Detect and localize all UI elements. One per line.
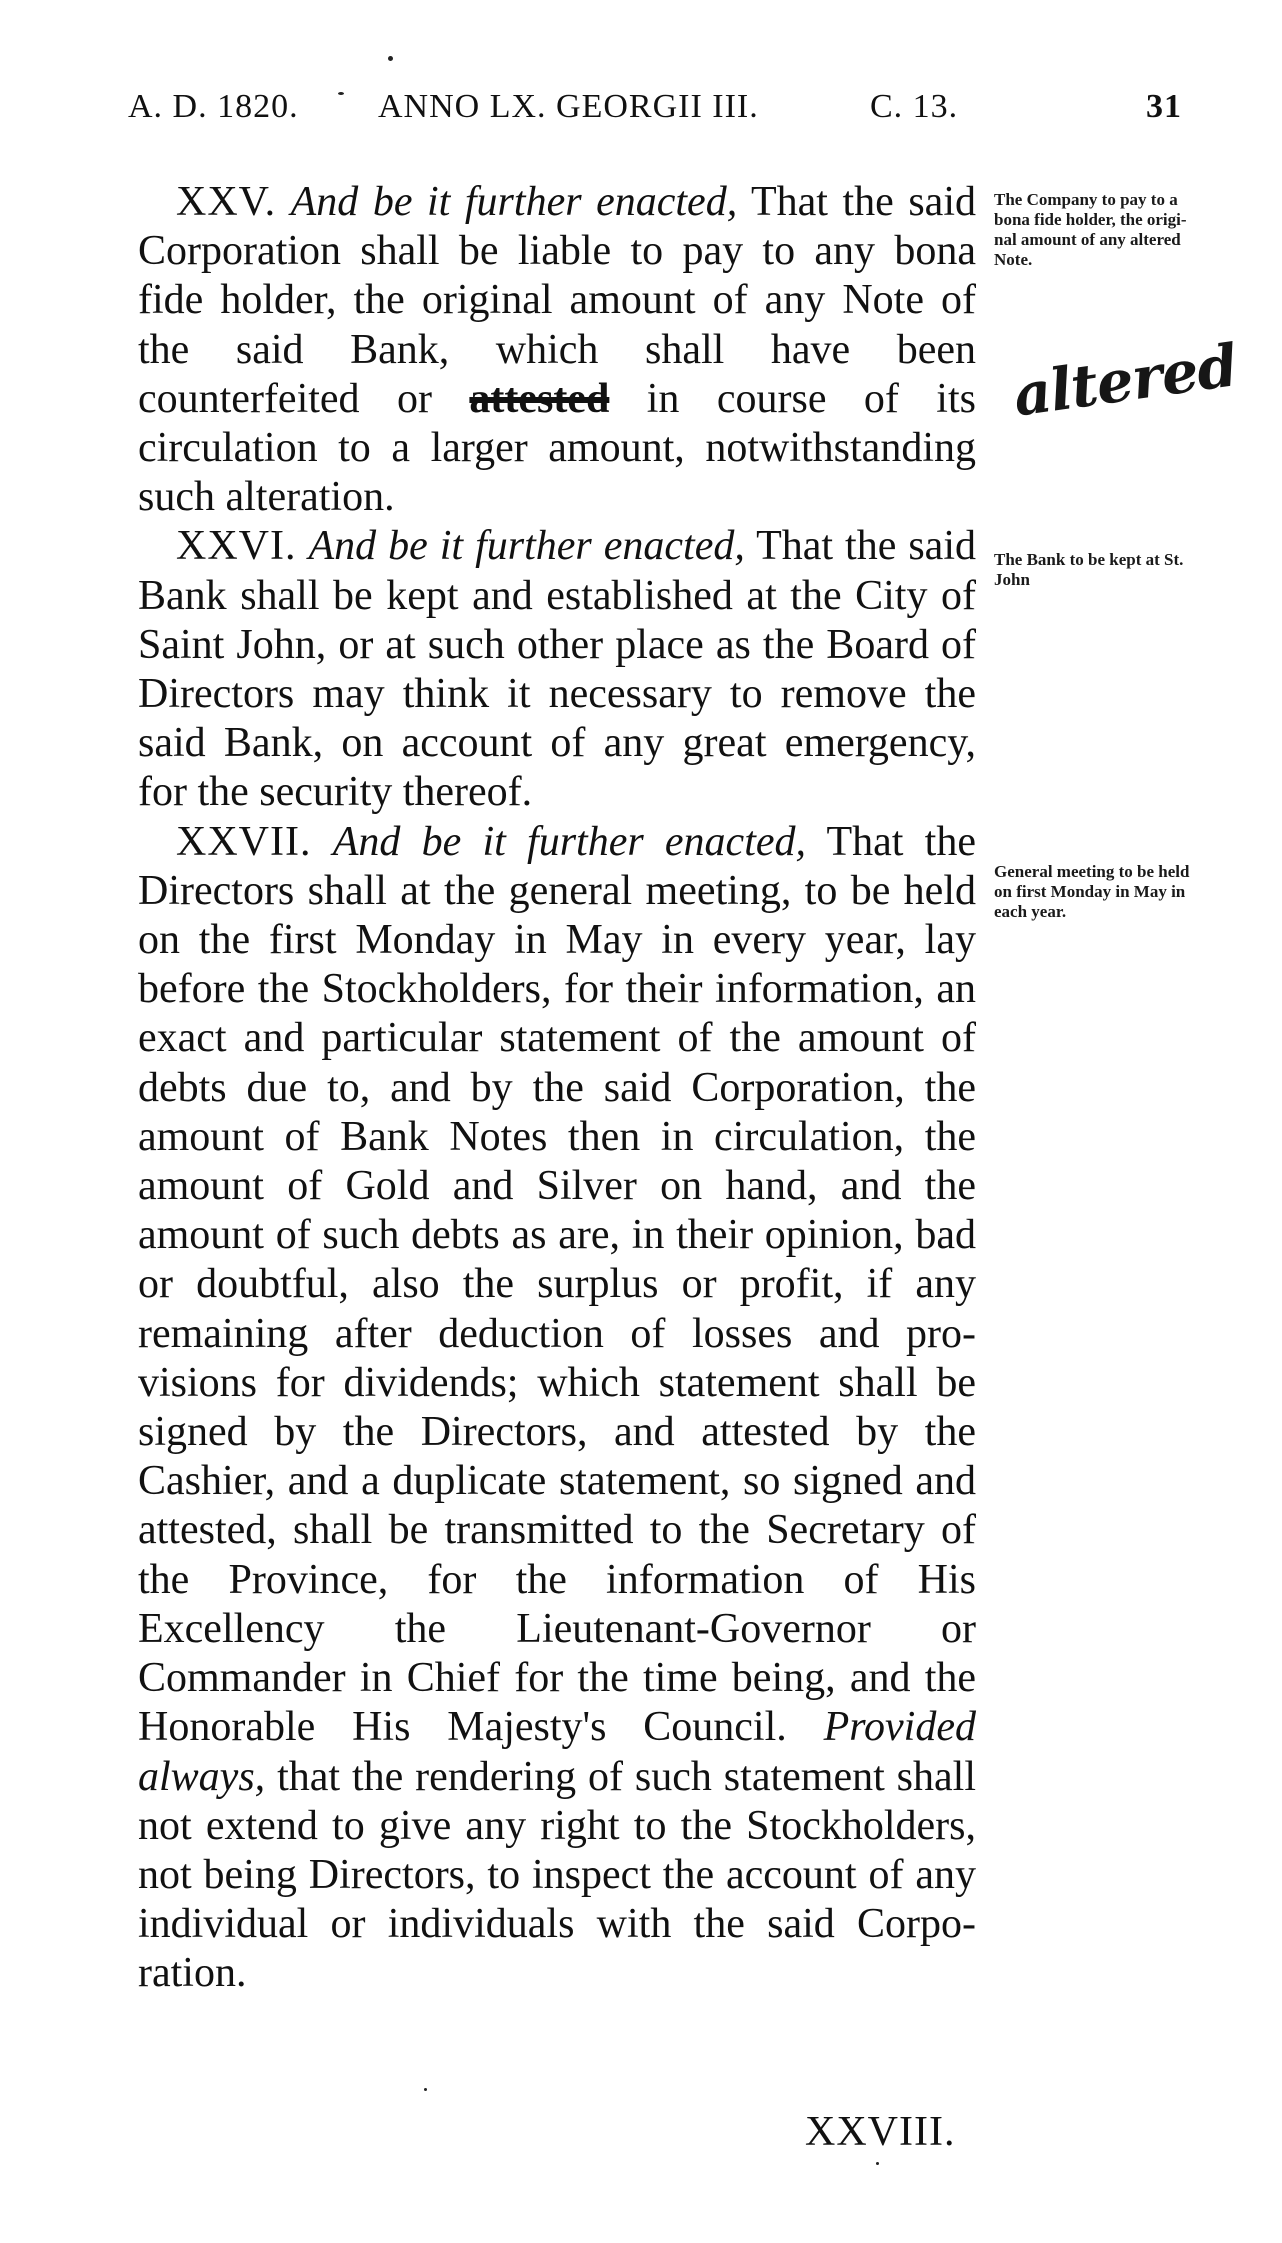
section-text: That the said Bank shall be kept and established at the City of Saint John, or at such other place as the Board of Directors may think it necessary to remove the said Bank, on account of any great emergency, for the security thereof. xyxy=(138,523,976,816)
header-chapter: C. 13. xyxy=(870,88,959,125)
section-number: XXV. xyxy=(176,179,277,225)
struck-word: attested xyxy=(469,375,610,422)
section-text-continued: in course of its circulation to a larger amount, notwithstanding such alteration. xyxy=(138,375,976,521)
marginal-note-section-27: General meeting to be held on first Monday in May in each year. xyxy=(994,862,1190,921)
section-25 xyxy=(138,178,976,522)
header-year: A. D. 1820. xyxy=(128,88,299,125)
enacting-clause: And be it further enacted, xyxy=(308,523,745,570)
proviso-clause: Provided always, xyxy=(138,1704,976,1800)
section-number: XXVII. xyxy=(176,818,312,865)
ink-speck xyxy=(876,2162,879,2165)
marginal-note-section-26: The Bank to be kept at St. John xyxy=(994,550,1184,589)
handwritten-correction: altered xyxy=(1009,331,1241,430)
catchword: XXVIII. xyxy=(805,2109,956,2155)
section-text-continued: that the rendering of such statement shall not extend to give any right to the Stockholders, not being Directors, to inspect the account of any individual or individuals with the said Corporation. xyxy=(138,1753,976,1997)
enacting-clause: And be it further enacted, xyxy=(332,818,807,865)
running-header xyxy=(128,88,1188,138)
marginal-note-section-25: The Company to pay to a bona fide holder, the original amount of any altered Note. xyxy=(994,190,1187,269)
ink-speck xyxy=(388,56,393,61)
section-text: That the said Corporation shall be liable to pay to any bona fide holder, the original amount of any Note of the said Bank, which shall have been counterfeited or xyxy=(138,179,976,422)
ink-speck xyxy=(338,92,344,95)
header-regnal-year: ANNO LX. GEORGII III. xyxy=(378,88,759,125)
enacting-clause: And be it further enacted, xyxy=(290,179,738,225)
section-26 xyxy=(138,522,976,817)
page-number: 31 xyxy=(1146,88,1182,125)
section-27 xyxy=(138,818,976,1999)
section-number: XXVI. xyxy=(176,523,297,570)
ink-speck xyxy=(424,2088,427,2091)
body-text xyxy=(138,178,976,1999)
section-text: That the Directors shall at the general meeting, to be held on the first Monday in May in every year, lay before the Stockholders, for their information, an exact and particular statement of the amount of debts due to, and by the said Corporation, the amount of Bank Notes then in circulation, the amount of Gold and Silver on hand, and the amount of such debts as are, in their opinion, bad or doubtful, also the surplus or profit, if any remaining after deduction of losses and provisions for dividends; which statement shall be signed by the Directors, and attested by the Cashier, and a duplicate statement, so signed and attested, shall be transmitted to the Secretary of the Province, for the information of His Excellency the Lieutenant-Governor or Commander in Chief for the time being, and the Honorable His Majesty's Council. xyxy=(138,818,976,1751)
